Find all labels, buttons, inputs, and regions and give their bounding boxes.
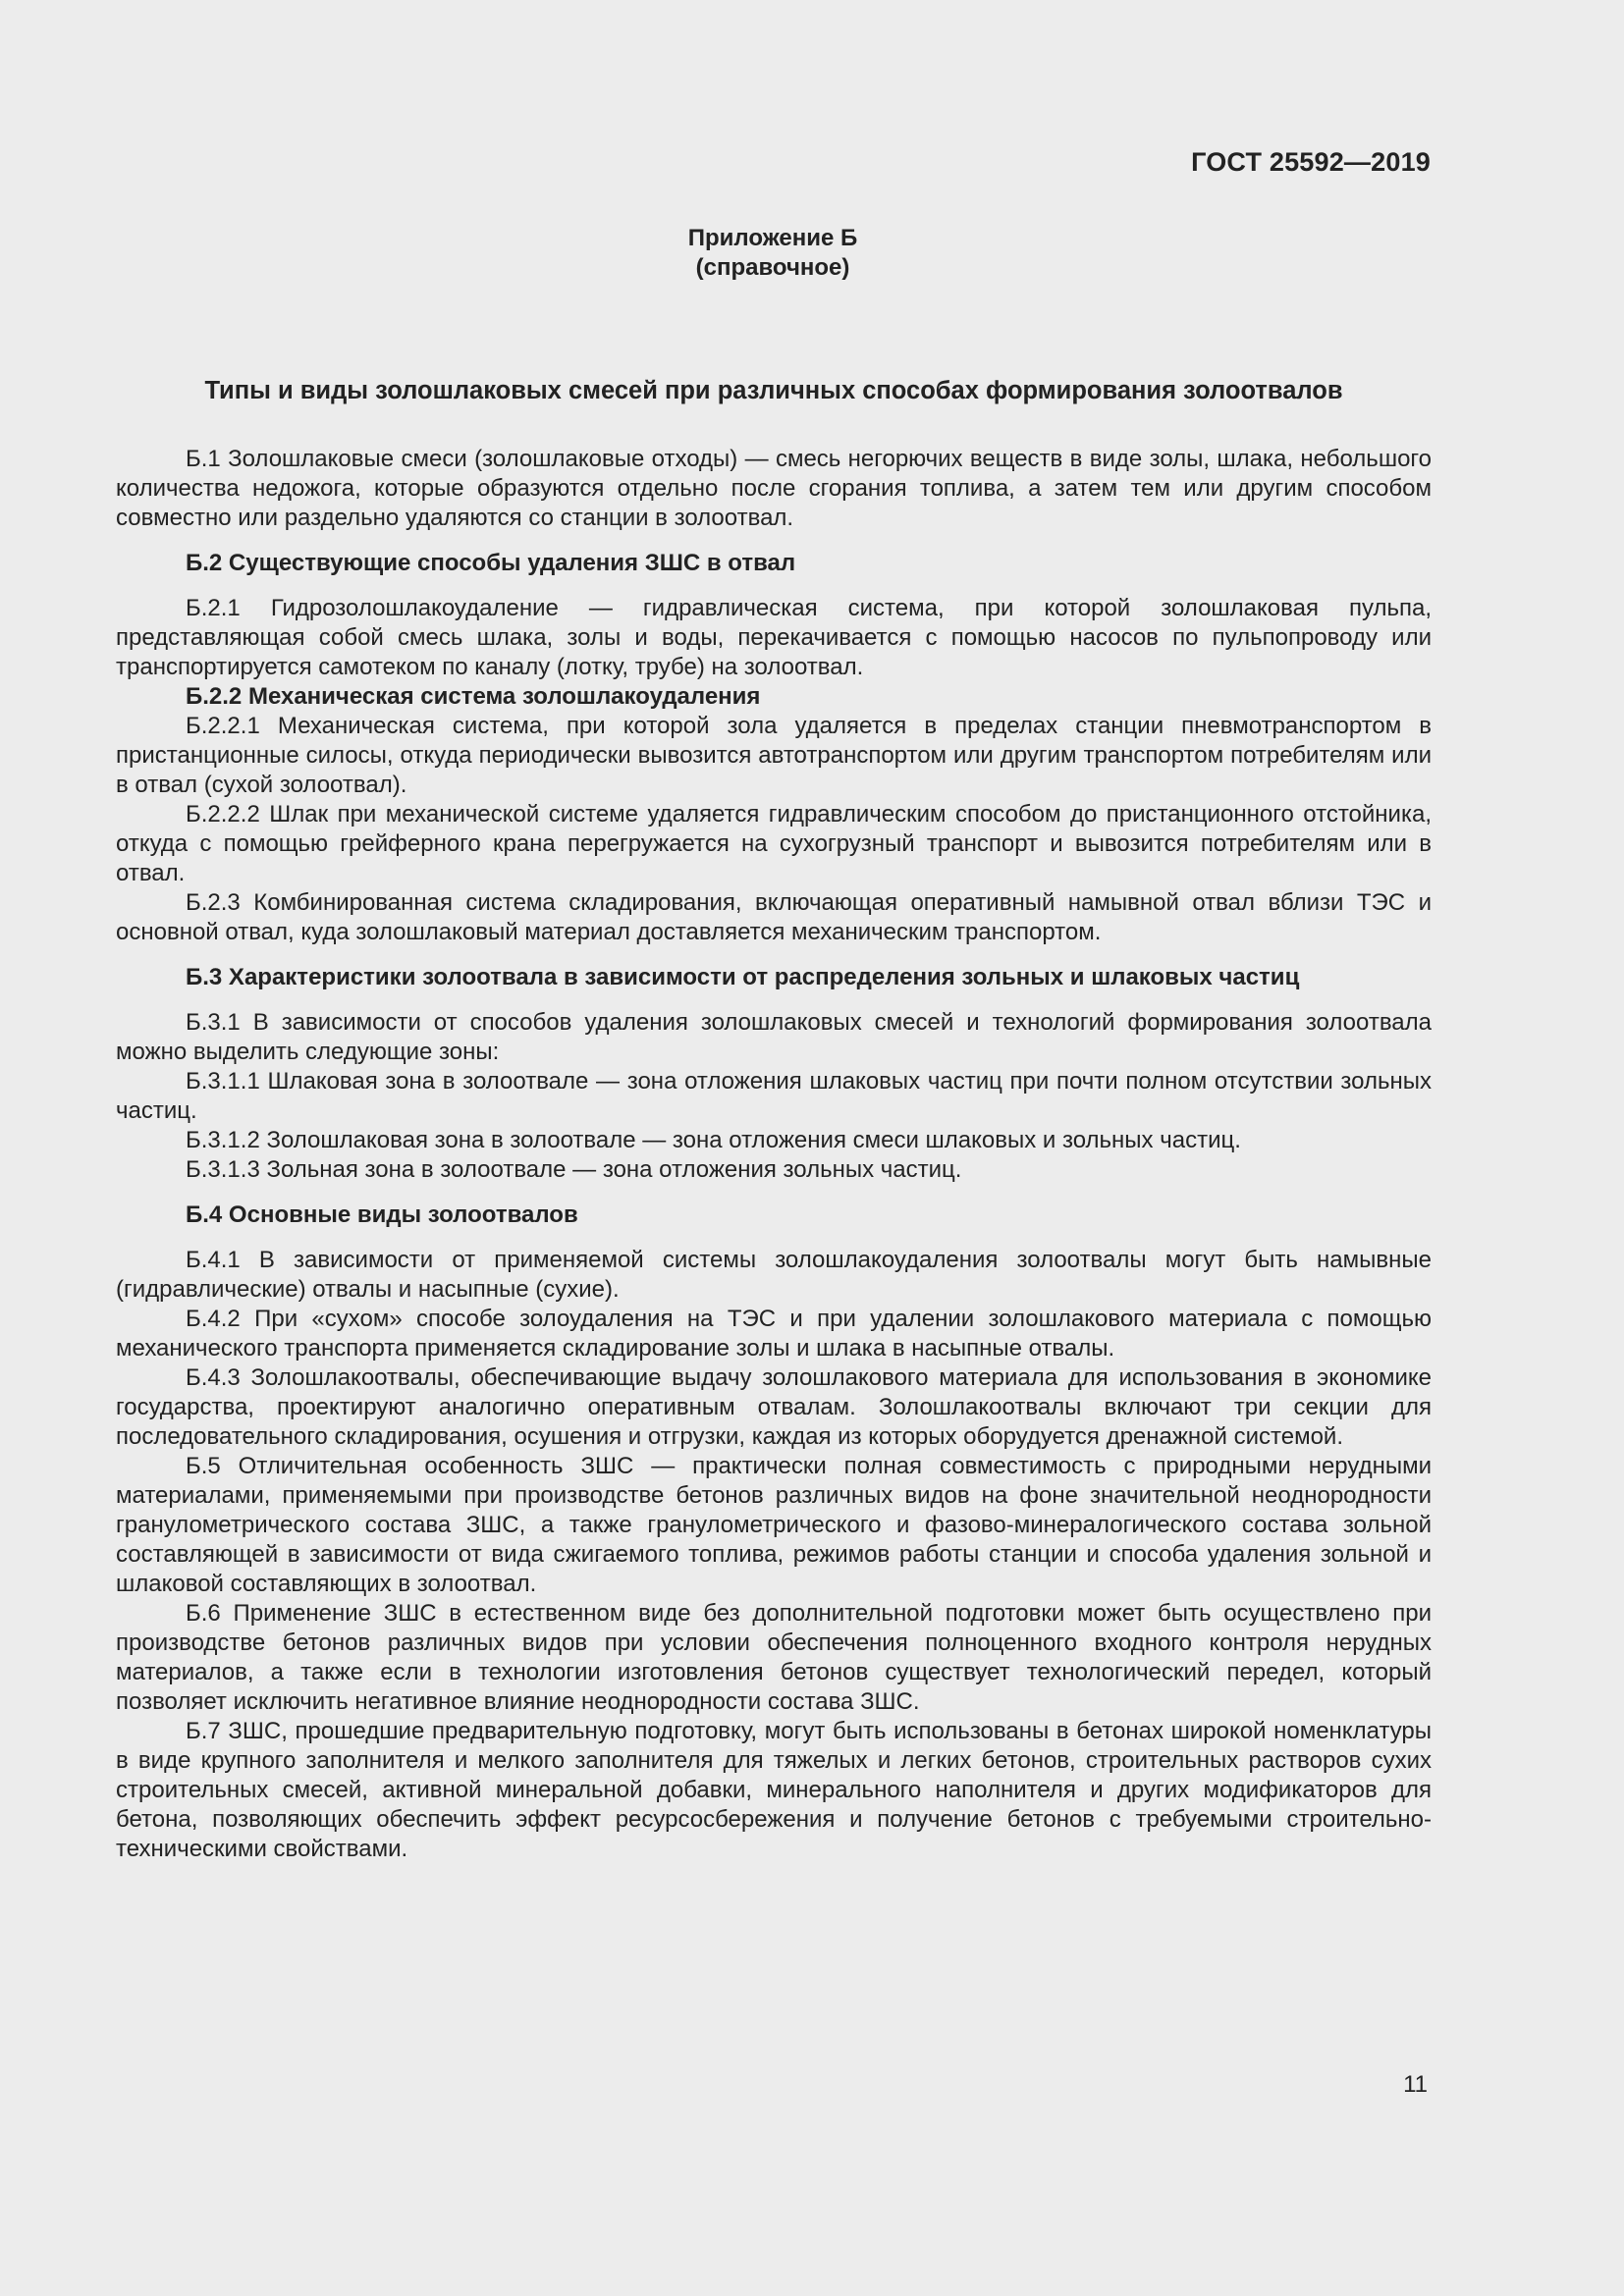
paragraph-b2-1: Б.2.1 Гидрозолошлакоудаление — гидравлическая система, при которой золошлаковая пульпа, представляющая собой смесь шлака, золы и воды, перекачивается с помощью насосов по пульпопроводу или транспортируется самотеком по каналу (лотку, трубе) на золоотвал. xyxy=(116,595,1432,680)
paragraph-b7: Б.7 ЗШС, прошедшие предварительную подготовку, могут быть использованы в бетонах широкой номенклатуры в виде крупного заполнителя и мелкого заполнителя для тяжелых и легких бетонов, строительных растворов сухих строительных смесей, активной минеральной добавки, минерального наполнителя и других модификаторов для бетона, позволяющих обеспечить эффект ресурсосбережения и получение бетонов с требуемыми строительно-техническими свойствами. xyxy=(116,1718,1432,1862)
paragraph-b2-2-1: Б.2.2.1 Механическая система, при которой зола удаляется в пределах станции пневмотранспортом в пристанционные силосы, откуда периодически вывозится автотранспортом или другим транспортом потребителям или в отвал (сухой золоотвал). xyxy=(116,713,1432,798)
document-body xyxy=(116,445,1432,1864)
heading-b3: Б.3 Характеристики золоотвала в зависимости от распределения зольных и шлаковых частиц xyxy=(186,964,1300,990)
paragraph-b2-2-2: Б.2.2.2 Шлак при механической системе удаляется гидравлическим способом до пристанционного отстойника, откуда с помощью грейферного крана перегружается на сухогрузный транспорт и вывозится потребителям или в отвал. xyxy=(116,801,1432,886)
paragraph-b6: Б.6 Применение ЗШС в естественном виде без дополнительной подготовки может быть осуществлено при производстве бетонов различных видов при условии обеспечения полноценного входного контроля нерудных материалов, а также если в технологии изготовления бетонов существует технологический передел, который позволяет исключить негативное влияние неоднородности состава ЗШС. xyxy=(116,1600,1432,1715)
paragraph-b4-2: Б.4.2 При «сухом» способе золоудаления на ТЭС и при удалении золошлакового материала с помощью механического транспорта применяется складирование золы и шлака в насыпные отвалы. xyxy=(116,1306,1432,1362)
document-title: Типы и виды золошлаковых смесей при различных способах формирования золоотвалов xyxy=(204,377,1343,404)
paragraph-b5: Б.5 Отличительная особенность ЗШС — практически полная совместимость с природными нерудными материалами, применяемыми при производстве бетонов различных видов на фоне значительной неоднородности гранулометрического состава ЗШС, а также гранулометрического и фазово-минералогического состава зольной составляющей в зависимости от вида сжигаемого топлива, режимов работы станции и способа удаления зольной и шлаковой составляющих в золоотвал. xyxy=(116,1453,1432,1597)
paragraph-b1: Б.1 Золошлаковые смеси (золошлаковые отходы) — смесь негорючих веществ в виде золы, шлака, небольшого количества недожога, которые образуются отдельно после сгорания топлива, а затем тем или другим способом совместно или раздельно удаляются со станции в золоотвал. xyxy=(116,446,1432,531)
heading-b2-2: Б.2.2 Механическая система золошлакоудаления xyxy=(186,683,761,710)
paragraph-b3-1-2: Б.3.1.2 Золошлаковая зона в золоотвале — зона отложения смеси шлаковых и зольных частиц. xyxy=(186,1127,1241,1153)
paragraph-b3-1-3: Б.3.1.3 Зольная зона в золоотвале — зона отложения зольных частиц. xyxy=(186,1156,962,1183)
heading-b2: Б.2 Существующие способы удаления ЗШС в отвал xyxy=(186,550,796,576)
paragraph-b4-1: Б.4.1 В зависимости от применяемой системы золошлакоудаления золоотвалы могут быть намывные (гидравлические) отвалы и насыпные (сухие). xyxy=(116,1247,1432,1303)
appendix-type: (справочное) xyxy=(695,254,850,281)
paragraph-b3-1-1: Б.3.1.1 Шлаковая зона в золоотвале — зона отложения шлаковых частиц при почти полном отсутствии зольных частиц. xyxy=(116,1068,1432,1124)
paragraph-b3-1: Б.3.1 В зависимости от способов удаления золошлаковых смесей и технологий формирования золоотвала можно выделить следующие зоны: xyxy=(116,1009,1432,1065)
paragraph-b4-3: Б.4.3 Золошлакоотвалы, обеспечивающие выдачу золошлакового материала для использования в экономике государства, проектируют аналогично оперативным отвалам. Золошлакоотвалы включают три секции для последовательного складирования, осушения и отгрузки, каждая из которых оборудуется дренажной системой. xyxy=(116,1364,1432,1450)
standard-code: ГОСТ 25592—2019 xyxy=(1191,147,1431,177)
appendix-label: Приложение Б xyxy=(687,225,858,251)
appendix-heading xyxy=(0,224,1545,283)
page-number: 11 xyxy=(1403,2071,1428,2098)
paragraph-b2-3: Б.2.3 Комбинированная система складирования, включающая оперативный намывной отвал вблизи ТЭС и основной отвал, куда золошлаковый материал доставляется механическим транспортом. xyxy=(116,889,1432,945)
heading-b4: Б.4 Основные виды золоотвалов xyxy=(186,1201,578,1228)
